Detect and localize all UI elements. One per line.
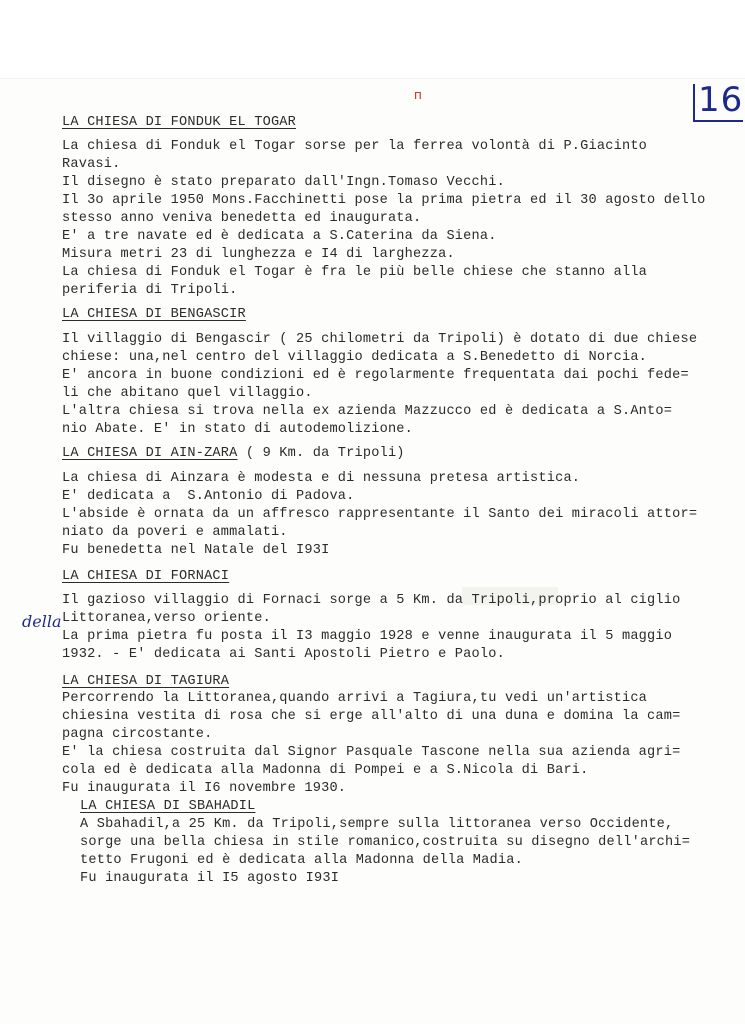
text-line: Littoranea,verso oriente. xyxy=(62,611,271,626)
text-line: E' a tre navate ed è dedicata a S.Caterina da Siena. xyxy=(62,229,497,244)
section-heading: LA CHIESA DI SBAHADIL xyxy=(80,799,256,814)
text-line: Il disegno è stato preparato dall'Ingn.Tomaso Vecchi. xyxy=(62,175,505,190)
text-line: Il villaggio di Bengascir ( 25 chilometri da Tripoli) è dotato di due chiese xyxy=(62,332,698,347)
text-line: Ravasi. xyxy=(62,157,121,172)
text-line: E' ancora in buone condizioni ed è regolarmente frequentata dai pochi fede= xyxy=(62,368,689,383)
text-line: Il gazioso villaggio di Fornaci sorge a 5 Km. da Tripoli,proprio al ciglio xyxy=(62,593,681,608)
text-line: Fu benedetta nel Natale del I93I xyxy=(62,543,330,558)
text-line: Misura metri 23 di lunghezza e I4 di larghezza. xyxy=(62,247,455,262)
text-line: L'abside è ornata da un affresco rappresentante il Santo dei miracoli attor= xyxy=(62,507,698,522)
text-line: E' dedicata a S.Antonio di Padova. xyxy=(62,489,355,504)
section-heading: LA CHIESA DI FORNACI xyxy=(62,569,230,584)
margin-note: della xyxy=(22,612,62,631)
text-line: Percorrendo la Littoranea,quando arrivi a Tagiura,tu vedi un'artistica xyxy=(62,691,648,706)
text-line: Fu inaugurata il I5 agosto I93I xyxy=(80,871,340,886)
text-line: sorge una bella chiesa in stile romanico,costruita su disegno dell'archi= xyxy=(80,835,691,850)
text-line: stesso anno veniva benedetta ed inaugurata. xyxy=(62,211,422,226)
text-line: La chiesa di Fonduk el Togar è fra le più belle chiese che stanno alla xyxy=(62,265,648,280)
section-heading-note: ( 9 Km. da Tripoli) xyxy=(237,446,405,461)
text-line: cola ed è dedicata alla Madonna di Pompei e a S.Nicola di Bari. xyxy=(62,763,589,778)
text-line: E' la chiesa costruita dal Signor Pasquale Tascone nella sua azienda agri= xyxy=(62,745,681,760)
text-line: L'altra chiesa si trova nella ex azienda Mazzucco ed è dedicata a S.Anto= xyxy=(62,404,673,419)
text-line: La prima pietra fu posta il I3 maggio 1928 e venne inaugurata il 5 maggio xyxy=(62,629,673,644)
text-line: A Sbahadil,a 25 Km. da Tripoli,sempre sulla littoranea verso Occidente, xyxy=(80,817,674,832)
text-line: tetto Frugoni ed è dedicata alla Madonna della Madia. xyxy=(80,853,523,868)
text-line: chiese: una,nel centro del villaggio dedicata a S.Benedetto di Norcia. xyxy=(62,350,648,365)
text-line: Il 3o aprile 1950 Mons.Facchinetti pose la prima pietra ed il 30 agosto dello xyxy=(62,193,706,208)
text-line: 1932. - E' dedicata ai Santi Apostoli Pietro e Paolo. xyxy=(62,647,505,662)
page-number: 16 xyxy=(698,80,744,120)
text-line: Fu inaugurata il I6 novembre 1930. xyxy=(62,781,347,796)
text-line: pagna circostante. xyxy=(62,727,213,742)
section-heading: LA CHIESA DI FONDUK EL TOGAR xyxy=(62,115,297,130)
section-heading: LA CHIESA DI BENGASCIR xyxy=(62,307,246,322)
text-line: niato da poveri e ammalati. xyxy=(62,525,288,540)
text-line: La chiesa di Fonduk el Togar sorse per la ferrea volontà di P.Giacinto xyxy=(62,139,648,154)
text-line: li che abitano quel villaggio. xyxy=(62,386,313,401)
red-pencil-mark: п xyxy=(414,88,422,102)
text-line: chiesina vestita di rosa che si erge all'alto di una duna e domina la cam= xyxy=(62,709,681,724)
text-line: nio Abate. E' in stato di autodemolizione. xyxy=(62,422,414,437)
text-line: La chiesa di Ainzara è modesta e di nessuna pretesa artistica. xyxy=(62,471,581,486)
section-heading-title: LA CHIESA DI AIN-ZARA xyxy=(62,446,238,461)
section-heading xyxy=(62,447,405,461)
section-heading: LA CHIESA DI TAGIURA xyxy=(62,674,230,689)
text-line: periferia di Tripoli. xyxy=(62,283,238,298)
